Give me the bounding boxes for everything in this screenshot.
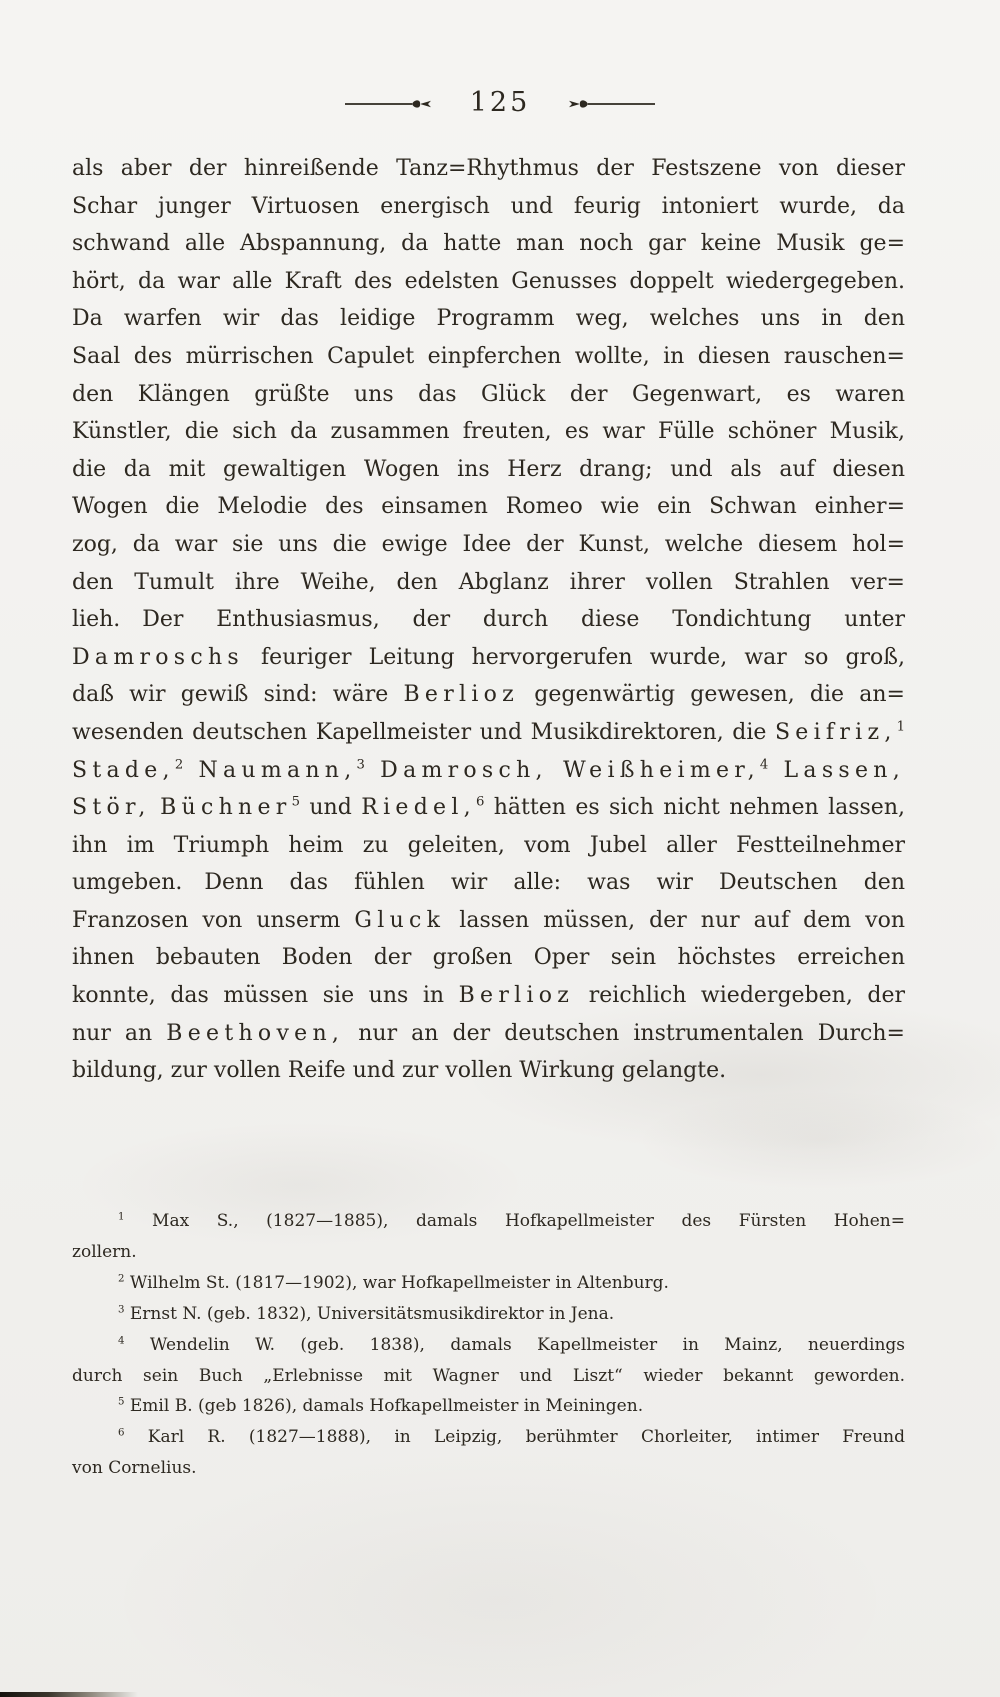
text-line: konnte, das müssen sie uns in Berlioz reichlich wiedergeben, der xyxy=(72,983,905,1009)
footnotes xyxy=(72,1206,905,1484)
text-line: $^1$ Max S., (1827—1885), damals Hofkapellmeister des Fürsten Hohen= xyxy=(118,1211,905,1231)
text-line: Da warfen wir das leidige Programm weg, welches uns in den xyxy=(72,306,905,332)
text-line: $^5$ Emil B. (geb 1826), damals Hofkapellmeister in Meiningen. xyxy=(118,1396,644,1417)
text-line: bildung, zur vollen Reife und zur vollen Wirkung gelangte. xyxy=(72,1058,727,1084)
text-line: von Cornelius. xyxy=(72,1458,197,1479)
text-line: daß wir gewiß sind: wäre Berlioz gegenwärtig gewesen, die an= xyxy=(72,682,905,708)
text-line: nur an Beethoven, nur an der deutschen instrumentalen Durch= xyxy=(72,1020,905,1046)
text-line: Stör, Büchner$^5$ und Riedel,$^6$ hätten es sich nicht nehmen lassen, xyxy=(72,794,905,821)
text-line: Saal des mürrischen Capulet einpferchen wollte, in diesen rauschen= xyxy=(72,343,905,369)
text-line: $^4$ Wendelin W. (geb. 1838), damals Kapellmeister in Mainz, neuerdings xyxy=(118,1334,905,1355)
text-line: Franzosen von unserm Gluck lassen müssen, der nur auf dem von xyxy=(72,907,906,933)
text-line: zog, da war sie uns die ewige Idee der Kunst, welche diesem hol= xyxy=(72,531,905,557)
text-line: umgeben. Denn das fühlen wir alle: was wir Deutschen den xyxy=(72,870,905,896)
text-line: die da mit gewaltigen Wogen ins Herz drang; und als auf diesen xyxy=(72,456,905,482)
text-line: Schar junger Virtuosen energisch und feurig intoniert wurde, da xyxy=(72,193,905,219)
text-line: schwand alle Abspannung, da hatte man noch gar keine Musik ge= xyxy=(72,231,905,257)
scan-artifact-bottom-edge xyxy=(0,1692,138,1697)
text-line: lieh. Der Enthusiasmus, der durch diese Tondichtung unter xyxy=(72,607,905,633)
text-line: als aber der hinreißende Tanz=Rhythmus der Festszene von dieser xyxy=(72,156,905,181)
text-line: Damroschs feuriger Leitung hervorgerufen wurde, war so groß, xyxy=(72,644,905,670)
text-line: den Tumult ihre Weihe, den Abglanz ihrer vollen Strahlen ver= xyxy=(72,569,905,595)
text-line: Wogen die Melodie des einsamen Romeo wie ein Schwan einher= xyxy=(72,494,905,520)
header-rule-right-icon xyxy=(560,96,656,112)
main-text xyxy=(72,150,905,1090)
text-line: durch sein Buch „Erlebnisse mit Wagner und Liszt“ wieder bekannt geworden. xyxy=(72,1365,905,1386)
text-line: zollern. xyxy=(72,1241,137,1262)
text-line: ihn im Triumph heim zu geleiten, vom Jubel aller Festteilnehmer xyxy=(72,832,905,858)
text-line: $^2$ Wilhelm St. (1817—1902), war Hofkapellmeister in Altenburg. xyxy=(118,1272,669,1293)
text-line: den Klängen grüßte uns das Glück der Gegenwart, es waren xyxy=(72,381,905,407)
text-line: Stade,$^2$ Naumann,$^3$ Damrosch, Weißheimer,$^4$ Lassen, xyxy=(72,757,905,783)
text-line: wesenden deutschen Kapellmeister und Musikdirektoren, die Seifriz,$^1$ xyxy=(72,719,905,745)
text-line: ihnen bebauten Boden der großen Oper sein höchstes erreichen xyxy=(72,945,905,971)
header-rule-left-icon xyxy=(344,96,440,112)
page-number: 125 xyxy=(469,87,531,118)
text-line: hört, da war alle Kraft des edelsten Genusses doppelt wiedergegeben. xyxy=(72,268,905,294)
text-line: Künstler, die sich da zusammen freuten, es war Fülle schöner Musik, xyxy=(72,419,905,445)
text-line: $^6$ Karl R. (1827—1888), in Leipzig, berühmter Chorleiter, intimer Freund xyxy=(118,1427,905,1448)
page-header xyxy=(0,87,1000,118)
text-line: $^3$ Ernst N. (geb. 1832), Universitätsmusikdirektor in Jena. xyxy=(118,1303,615,1324)
